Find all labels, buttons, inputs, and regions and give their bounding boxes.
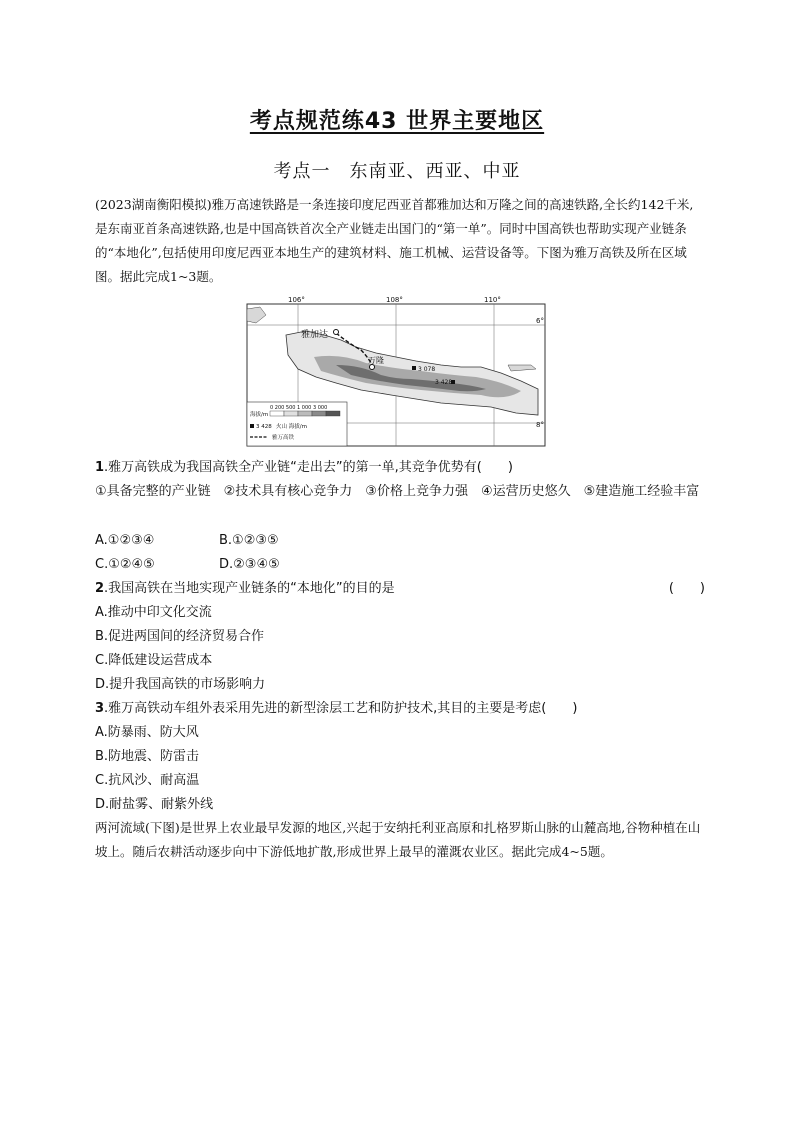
question-1 — [95, 456, 705, 480]
question-text: .雅万高铁动车组外表采用先进的新型涂层工艺和防护技术,其目的主要是考虑( ) — [104, 701, 578, 716]
question-2 — [95, 577, 705, 601]
intro-paragraph-2: 两河流域(下图)是世界上农业最早发源的地区,兴起于安纳托利亚高原和扎格罗斯山脉的山麓高地,谷物种植在山坡上。随后农耕活动逐步向中下游低地扩散,形成世界上最早的灌溉农业区。据此完成4~5题。 — [95, 820, 701, 859]
legend-rail: 雅万高铁 — [272, 435, 295, 441]
lon-label-108: 108° — [386, 296, 403, 304]
peak-label-2: 3 428 — [435, 379, 453, 386]
city-jakarta-label: 雅加达 — [301, 330, 329, 340]
question-text: .我国高铁在当地实现产业链条的“本地化”的目的是 — [104, 581, 395, 596]
q2-option-a: A.推动中印文化交流 — [95, 605, 212, 620]
lon-label-110: 110° — [484, 296, 501, 304]
question-number: 1 — [95, 460, 105, 475]
q2-option-d: D.提升我国高铁的市场影响力 — [95, 677, 266, 692]
q1-option-d: D.②③④⑤ — [219, 557, 280, 572]
q3-option-a: A.防暴雨、防大风 — [95, 725, 199, 740]
section-title: 考点一 东南亚、西亚、中亚 — [273, 161, 521, 182]
q2-option-c: C.降低建设运营成本 — [95, 653, 213, 668]
legend-volcano-num: 3 428 — [256, 424, 272, 430]
peak-label-1: 3 078 — [418, 366, 436, 373]
question-text: .雅万高铁成为我国高铁全产业链“走出去”的第一单,其竞争优势有( ) — [104, 460, 513, 475]
lat-label-6: 6° — [536, 317, 544, 325]
q1-option-c: C.①②④⑤ — [95, 557, 155, 572]
answer-paren: ( ) — [668, 581, 705, 596]
q3-option-c: C.抗风沙、耐高温 — [95, 773, 200, 788]
question-number: 2 — [95, 581, 105, 596]
q1-option-b: B.①②③⑤ — [219, 533, 279, 548]
question-number: 3 — [95, 701, 105, 716]
legend-scale: 0 200 500 1 000 3 000 — [270, 405, 328, 411]
question-1-stem: ①具备完整的产业链 ②技术具有核心竞争力 ③价格上竞争力强 ④运营历史悠久 ⑤建造施工经验丰富 — [95, 484, 700, 499]
q3-option-d: D.耐盐雾、耐紫外线 — [95, 797, 214, 812]
q2-option-b: B.促进两国间的经济贸易合作 — [95, 629, 265, 644]
legend-volcano: 火山 海拔/m — [276, 424, 307, 430]
question-3 — [95, 697, 705, 721]
q3-option-b: B.防地震、防雷击 — [95, 749, 200, 764]
intro-paragraph-1: (2023湖南衡阳模拟)雅万高速铁路是一条连接印度尼西亚首都雅加达和万隆之间的高速铁路,全长约142千米,是东南亚首条高速铁路,也是中国高铁首次全产业链走出国门的“第一单”。同时中国高铁也帮助实现产业链条的“本地化”,包括使用印度尼西亚本地生产的建筑材料、施工机械、运营设备等。下图为雅万高铁及所在区域图。据此完成1~3题。 — [95, 197, 694, 284]
q1-option-a: A.①②③④ — [95, 533, 155, 548]
city-bandung-label: 万隆 — [368, 356, 384, 365]
lat-label-8: 8° — [536, 421, 544, 429]
java-map-figure — [246, 295, 546, 447]
page-title: 考点规范练43 世界主要地区 — [249, 109, 545, 134]
legend-title: 海拔/m — [250, 412, 269, 418]
lon-label-106: 106° — [288, 296, 305, 304]
